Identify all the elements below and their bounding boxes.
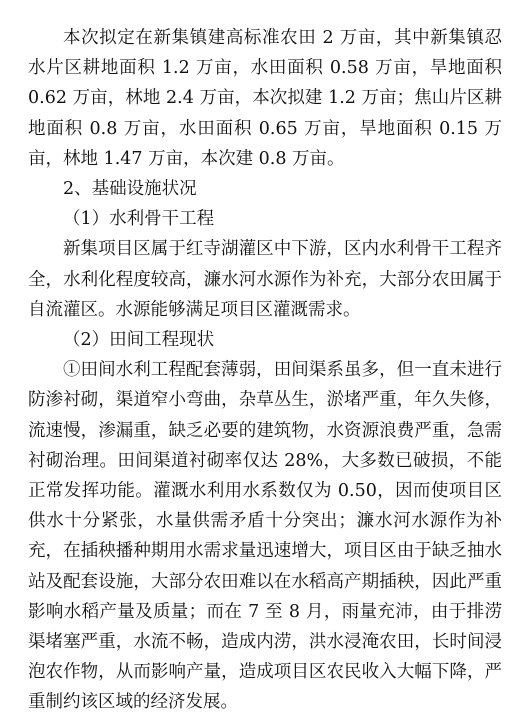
subheading-water-backbone: （1）水利骨干工程	[63, 209, 215, 230]
paragraph-field-engineering: ①田间水利工程配套薄弱，田间渠系虽多，但一直未进行防渗衬砌，渠道窄小弯曲，杂草丛生，淤堵严重，年久失修，流速慢，渗漏重，缺乏必要的建筑物，水资源浪费严重，急需衬砌治理。田间渠道衬砌率仅达 28%，大多数已破损，不能正常发挥功能。灌溉水利用水系数仅为 0.50，因而使项目区供水十分紧张，水量供需矛盾十分突出；濂水河水源作为补充，在插秧播种期用水需求量迅速增大，项目区由于缺乏抽水站及配套设施，大部分农田难以在水稻高产期插秧，因此严重影响水稻产量及质量；而在 7 至 8 月，雨量充沛，由于排涝渠堵塞严重，水流不畅，造成内涝，洪水浸淹农田，长时间浸泡农作物，从而影响产量，造成项目区农民收入大幅下降，严重制约该区域的经济发展。	[28, 360, 502, 713]
document-page	[28, 23, 502, 718]
heading-infrastructure-status: 2、基础设施状况	[63, 179, 197, 200]
paragraph-land-area: 本次拟定在新集镇建高标准农田 2 万亩，其中新集镇忍水片区耕地面积 1.2 万亩，水田面积 0.58 万亩，旱地面积 0.62 万亩，林地 2.4 万亩，本次拟建 1.2 万亩；焦山片区耕地面积 0.8 万亩，水田面积 0.65 万亩，旱地面积 0.15 万亩，林地 1.47 万亩，本次建 0.8 万亩。	[28, 28, 502, 169]
subheading-field-engineering: （2）田间工程现状	[63, 330, 215, 351]
paragraph-water-backbone: 新集项目区属于红寺湖灌区中下游，区内水利骨干工程齐全，水利化程度较高，濂水河水源作为补充，大部分农田属于自流灌区。水源能够满足项目区灌溉需求。	[28, 239, 502, 320]
